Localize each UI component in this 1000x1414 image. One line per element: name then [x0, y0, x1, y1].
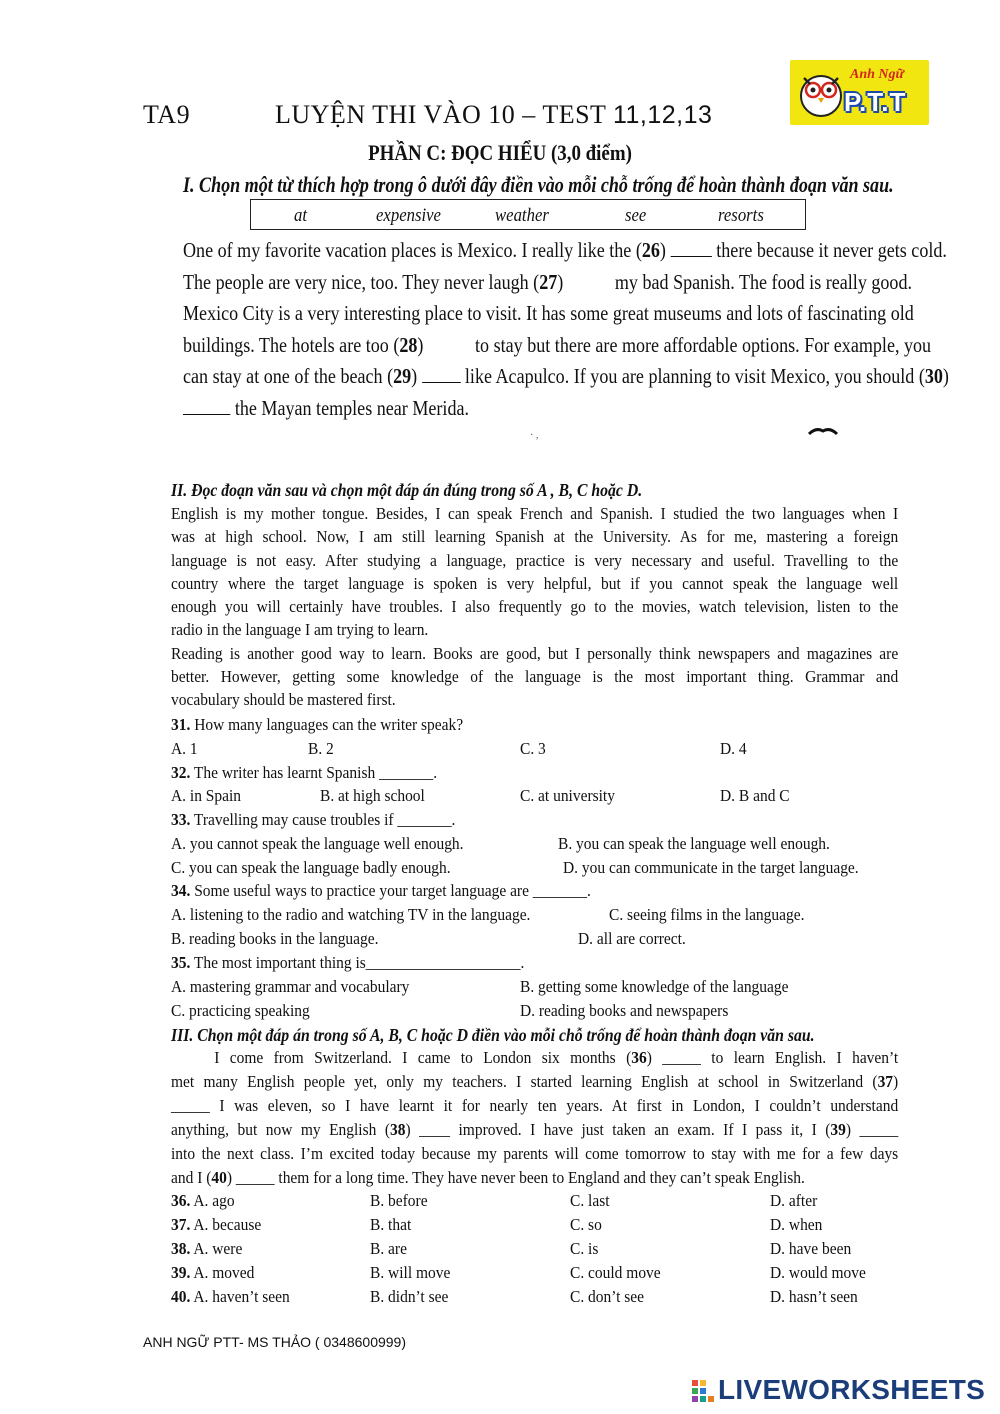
option-36d[interactable]: D. after: [770, 1191, 818, 1210]
passage-line: the Mayan temples near Merida.: [183, 393, 893, 425]
passage-line: buildings. The hotels are too (28) to stay but there are more affordable options. For example, you: [183, 332, 932, 357]
owl-icon: [796, 66, 846, 118]
question-31: 31. How many languages can the writer speak?: [171, 715, 464, 734]
option-39d[interactable]: D. would move: [770, 1263, 866, 1282]
logo-top-text: Anh Ngữ: [850, 67, 904, 82]
option-37d[interactable]: D. when: [770, 1215, 823, 1234]
option-31d[interactable]: D. 4: [720, 739, 747, 758]
passage-line: English is my mother tongue. Besides, I can speak French and Spanish. I studied the two languages when I: [171, 504, 899, 523]
option-33b[interactable]: B. you can speak the language well enough.: [558, 834, 830, 853]
option-40b[interactable]: B. didn’t see: [370, 1287, 449, 1306]
passage-line: into the next class. I’m excited today because my parents will come tomorrow to stay with me for a few days: [171, 1144, 899, 1163]
logo-bottom-text: P.T.T: [844, 87, 907, 117]
section1-passage: [183, 235, 949, 424]
option-37c[interactable]: C. so: [570, 1215, 602, 1234]
blank-number: 29: [393, 364, 412, 388]
blank-30[interactable]: [183, 396, 230, 415]
option-34b[interactable]: B. reading books in the language.: [171, 929, 379, 948]
word-box-item: at: [294, 205, 308, 226]
page-title-text: LUYỆN THI VÀO 10 – TEST: [275, 100, 606, 129]
option-34a[interactable]: A. listening to the radio and watching TV in the language.: [171, 905, 531, 924]
option-38d[interactable]: D. have been: [770, 1239, 852, 1258]
option-31c[interactable]: C. 3: [520, 739, 546, 758]
passage-line: I come from Switzerland. I came to London six months (36) _____ to learn English. I haven’t: [214, 1048, 899, 1067]
option-37a[interactable]: 37. A. because: [171, 1215, 262, 1234]
section3-title: III. Chọn một đáp án trong số A, B, C hoặc D điền vào mỗi chỗ trống để hoàn thành đoạn văn sau.: [171, 1025, 815, 1045]
option-33c[interactable]: C. you can speak the language badly enough.: [171, 858, 451, 877]
passage-line: The people are very nice, too. They never laugh (27) my bad Spanish. The food is really good.: [183, 269, 913, 294]
option-34c[interactable]: C. seeing films in the language.: [609, 905, 805, 924]
passage-line: better. However, getting some knowledge of the language is the most important thing. Grammar and: [171, 667, 899, 687]
page-title: [275, 100, 712, 130]
option-39b[interactable]: B. will move: [370, 1263, 451, 1282]
option-32d[interactable]: D. B and C: [720, 786, 790, 805]
liveworksheets-text: LIVEWORKSHEETS: [718, 1374, 986, 1405]
section2-passage: [171, 502, 898, 712]
option-38b[interactable]: B. are: [370, 1239, 407, 1258]
blank-number: 36: [631, 1048, 647, 1067]
blank-number: 30: [924, 364, 943, 388]
passage-line: was at high school. Now, I am still learning Spanish at the University. As for me, mastering a foreign: [171, 527, 899, 547]
option-38c[interactable]: C. is: [570, 1239, 599, 1258]
section2-title: II. Đọc đoạn văn sau và chọn một đáp án đúng trong số A , B, C hoặc D.: [171, 480, 643, 500]
passage-line: language is not easy. After studying a language, practice is very necessary and useful. Travelling to the: [171, 550, 899, 570]
option-34d[interactable]: D. all are correct.: [578, 929, 686, 948]
word-box-item: resorts: [718, 205, 764, 226]
blank-number: 28: [399, 332, 418, 357]
blank-number: 39: [830, 1120, 846, 1139]
option-31b[interactable]: B. 2: [308, 739, 334, 758]
blank-number: 40: [211, 1168, 227, 1187]
option-35c[interactable]: C. practicing speaking: [171, 1001, 310, 1020]
passage-line: vocabulary should be mastered first.: [171, 690, 396, 710]
option-39a[interactable]: 39. A. moved: [171, 1263, 255, 1282]
blank-number: 37: [877, 1072, 894, 1091]
option-32b[interactable]: B. at high school: [320, 786, 425, 805]
section3-passage: [171, 1046, 898, 1190]
option-36c[interactable]: C. last: [570, 1191, 610, 1210]
grade-label: TA9: [143, 100, 191, 129]
passage-line: met many English people yet, only my teachers. I started learning English at school in Switzerland (37): [171, 1072, 899, 1091]
passage-line: country where the target language is spoken is very helpful, but if you cannot speak the language well: [171, 573, 899, 593]
option-31a[interactable]: A. 1: [171, 739, 198, 758]
word-box-item: weather: [495, 205, 549, 226]
word-box-item: see: [625, 205, 647, 226]
question-32: 32. The writer has learnt Spanish _______.: [171, 763, 438, 782]
option-32a[interactable]: A. in Spain: [171, 786, 242, 805]
passage-line: anything, but now my English (38) ____ improved. I have just taken an exam. If I pass it, I (39) _____: [171, 1120, 899, 1139]
footer-text: ANH NGỮ PTT- MS THẢO ( 0348600999): [143, 1334, 407, 1350]
question-35: 35. The most important thing is____________________.: [171, 953, 525, 972]
option-36b[interactable]: B. before: [370, 1191, 428, 1210]
question-33: 33. Travelling may cause troubles if _______.: [171, 810, 456, 829]
section1-title: I. Chọn một từ thích hợp trong ô dưới đây điền vào mỗi chỗ trống để hoàn thành đoạn văn sau.: [183, 172, 894, 197]
passage-line: and I (40) _____ them for a long time. They have never been to England and they can’t speak English.: [171, 1168, 805, 1187]
page-title-numbers: 11,12,13: [612, 101, 713, 129]
option-35d[interactable]: D. reading books and newspapers: [520, 1001, 729, 1020]
part-title: PHẦN C: ĐỌC HIỂU (3,0 điểm): [368, 140, 632, 165]
option-32c[interactable]: C. at university: [520, 786, 615, 805]
option-40c[interactable]: C. don’t see: [570, 1287, 645, 1306]
liveworksheets-icon: [692, 1380, 714, 1402]
passage-line: radio in the language I am trying to learn.: [171, 620, 429, 640]
option-35a[interactable]: A. mastering grammar and vocabulary: [171, 977, 410, 996]
option-40d[interactable]: D. hasn’t seen: [770, 1287, 858, 1306]
word-box: [250, 199, 806, 230]
ptt-logo: [790, 60, 929, 125]
question-34: 34. Some useful ways to practice your target language are _______.: [171, 881, 591, 900]
passage-line: can stay at one of the beach (29) like Acapulco. If you are planning to visit Mexico, you should (30): [183, 364, 949, 388]
word-box-item: expensive: [376, 205, 441, 226]
option-40a[interactable]: 40. A. haven’t seen: [171, 1287, 290, 1306]
blank-number: 27: [539, 269, 558, 294]
scan-mark-icon: [808, 428, 838, 436]
blank-29[interactable]: [422, 364, 461, 383]
blank-26[interactable]: [670, 238, 711, 257]
scan-mark: · ,: [530, 430, 539, 441]
option-38a[interactable]: 38. A. were: [171, 1239, 243, 1258]
option-39c[interactable]: C. could move: [570, 1263, 661, 1282]
option-33a[interactable]: A. you cannot speak the language well enough.: [171, 834, 464, 853]
option-35b[interactable]: B. getting some knowledge of the language: [520, 977, 789, 996]
passage-line: Reading is another good way to learn. Books are good, but I personally think newspapers and magazines are: [171, 643, 899, 663]
option-36a[interactable]: 36. A. ago: [171, 1191, 235, 1210]
passage-line: Mexico City is a very interesting place to visit. It has some great museums and lots of fascinating old: [183, 301, 914, 325]
option-33d[interactable]: D. you can communicate in the target language.: [563, 858, 859, 877]
passage-line: One of my favorite vacation places is Mexico. I really like the (26) there because it never gets cold.: [183, 238, 947, 262]
passage-line: enough you will certainly have troubles. I also frequently go to the movies, watch television, listen to the: [171, 597, 899, 617]
blank-number: 38: [389, 1120, 406, 1139]
passage-line: _____ I was eleven, so I have learnt it for nearly ten years. At first in London, I couldn’t understand: [171, 1096, 899, 1115]
option-37b[interactable]: B. that: [370, 1215, 412, 1234]
blank-number: 26: [641, 238, 660, 262]
